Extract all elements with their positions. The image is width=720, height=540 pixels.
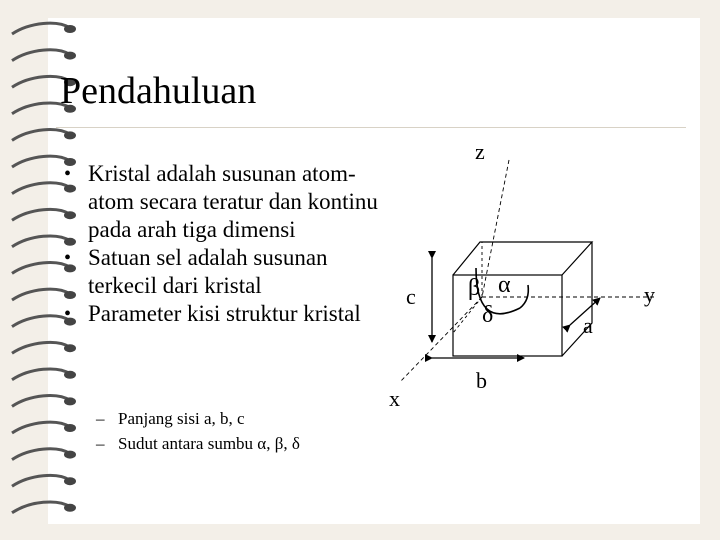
axis-z-label: z	[475, 139, 485, 164]
axis-y-label: y	[644, 282, 655, 307]
sub-bullet-text: Sudut antara sumbu α, β, δ	[118, 434, 300, 453]
bullet-marker: •	[64, 303, 72, 325]
angle-beta-label: β	[468, 275, 481, 301]
sub-bullet-marker: –	[96, 409, 105, 428]
bullet-text: Kristal adalah susunan atom-atom secara teratur dan kontinu pada arah tiga dimensi	[88, 161, 378, 242]
edge-a-label: a	[583, 313, 593, 338]
bullet-text: Parameter kisi struktur kristal	[88, 301, 361, 326]
edge-c-label: c	[406, 284, 416, 309]
axis-x-label: x	[389, 386, 400, 411]
edge-b-label: b	[476, 368, 487, 393]
angle-delta-label: δ	[482, 302, 494, 328]
x-axis-line	[400, 297, 482, 382]
bullet-text: Satuan sel adalah susunan terkecil dari kristal	[88, 245, 328, 298]
cube-top-face	[453, 242, 592, 275]
sub-bullet-text: Panjang sisi a, b, c	[118, 409, 245, 428]
angle-arc	[520, 285, 528, 308]
bullet-marker: •	[64, 247, 72, 269]
angle-alpha-label: α	[498, 272, 511, 298]
cube-hidden-edge	[453, 297, 482, 333]
bullet-marker: •	[64, 163, 72, 185]
sub-bullet-marker: –	[96, 434, 105, 453]
page-title: Pendahuluan	[60, 70, 257, 112]
